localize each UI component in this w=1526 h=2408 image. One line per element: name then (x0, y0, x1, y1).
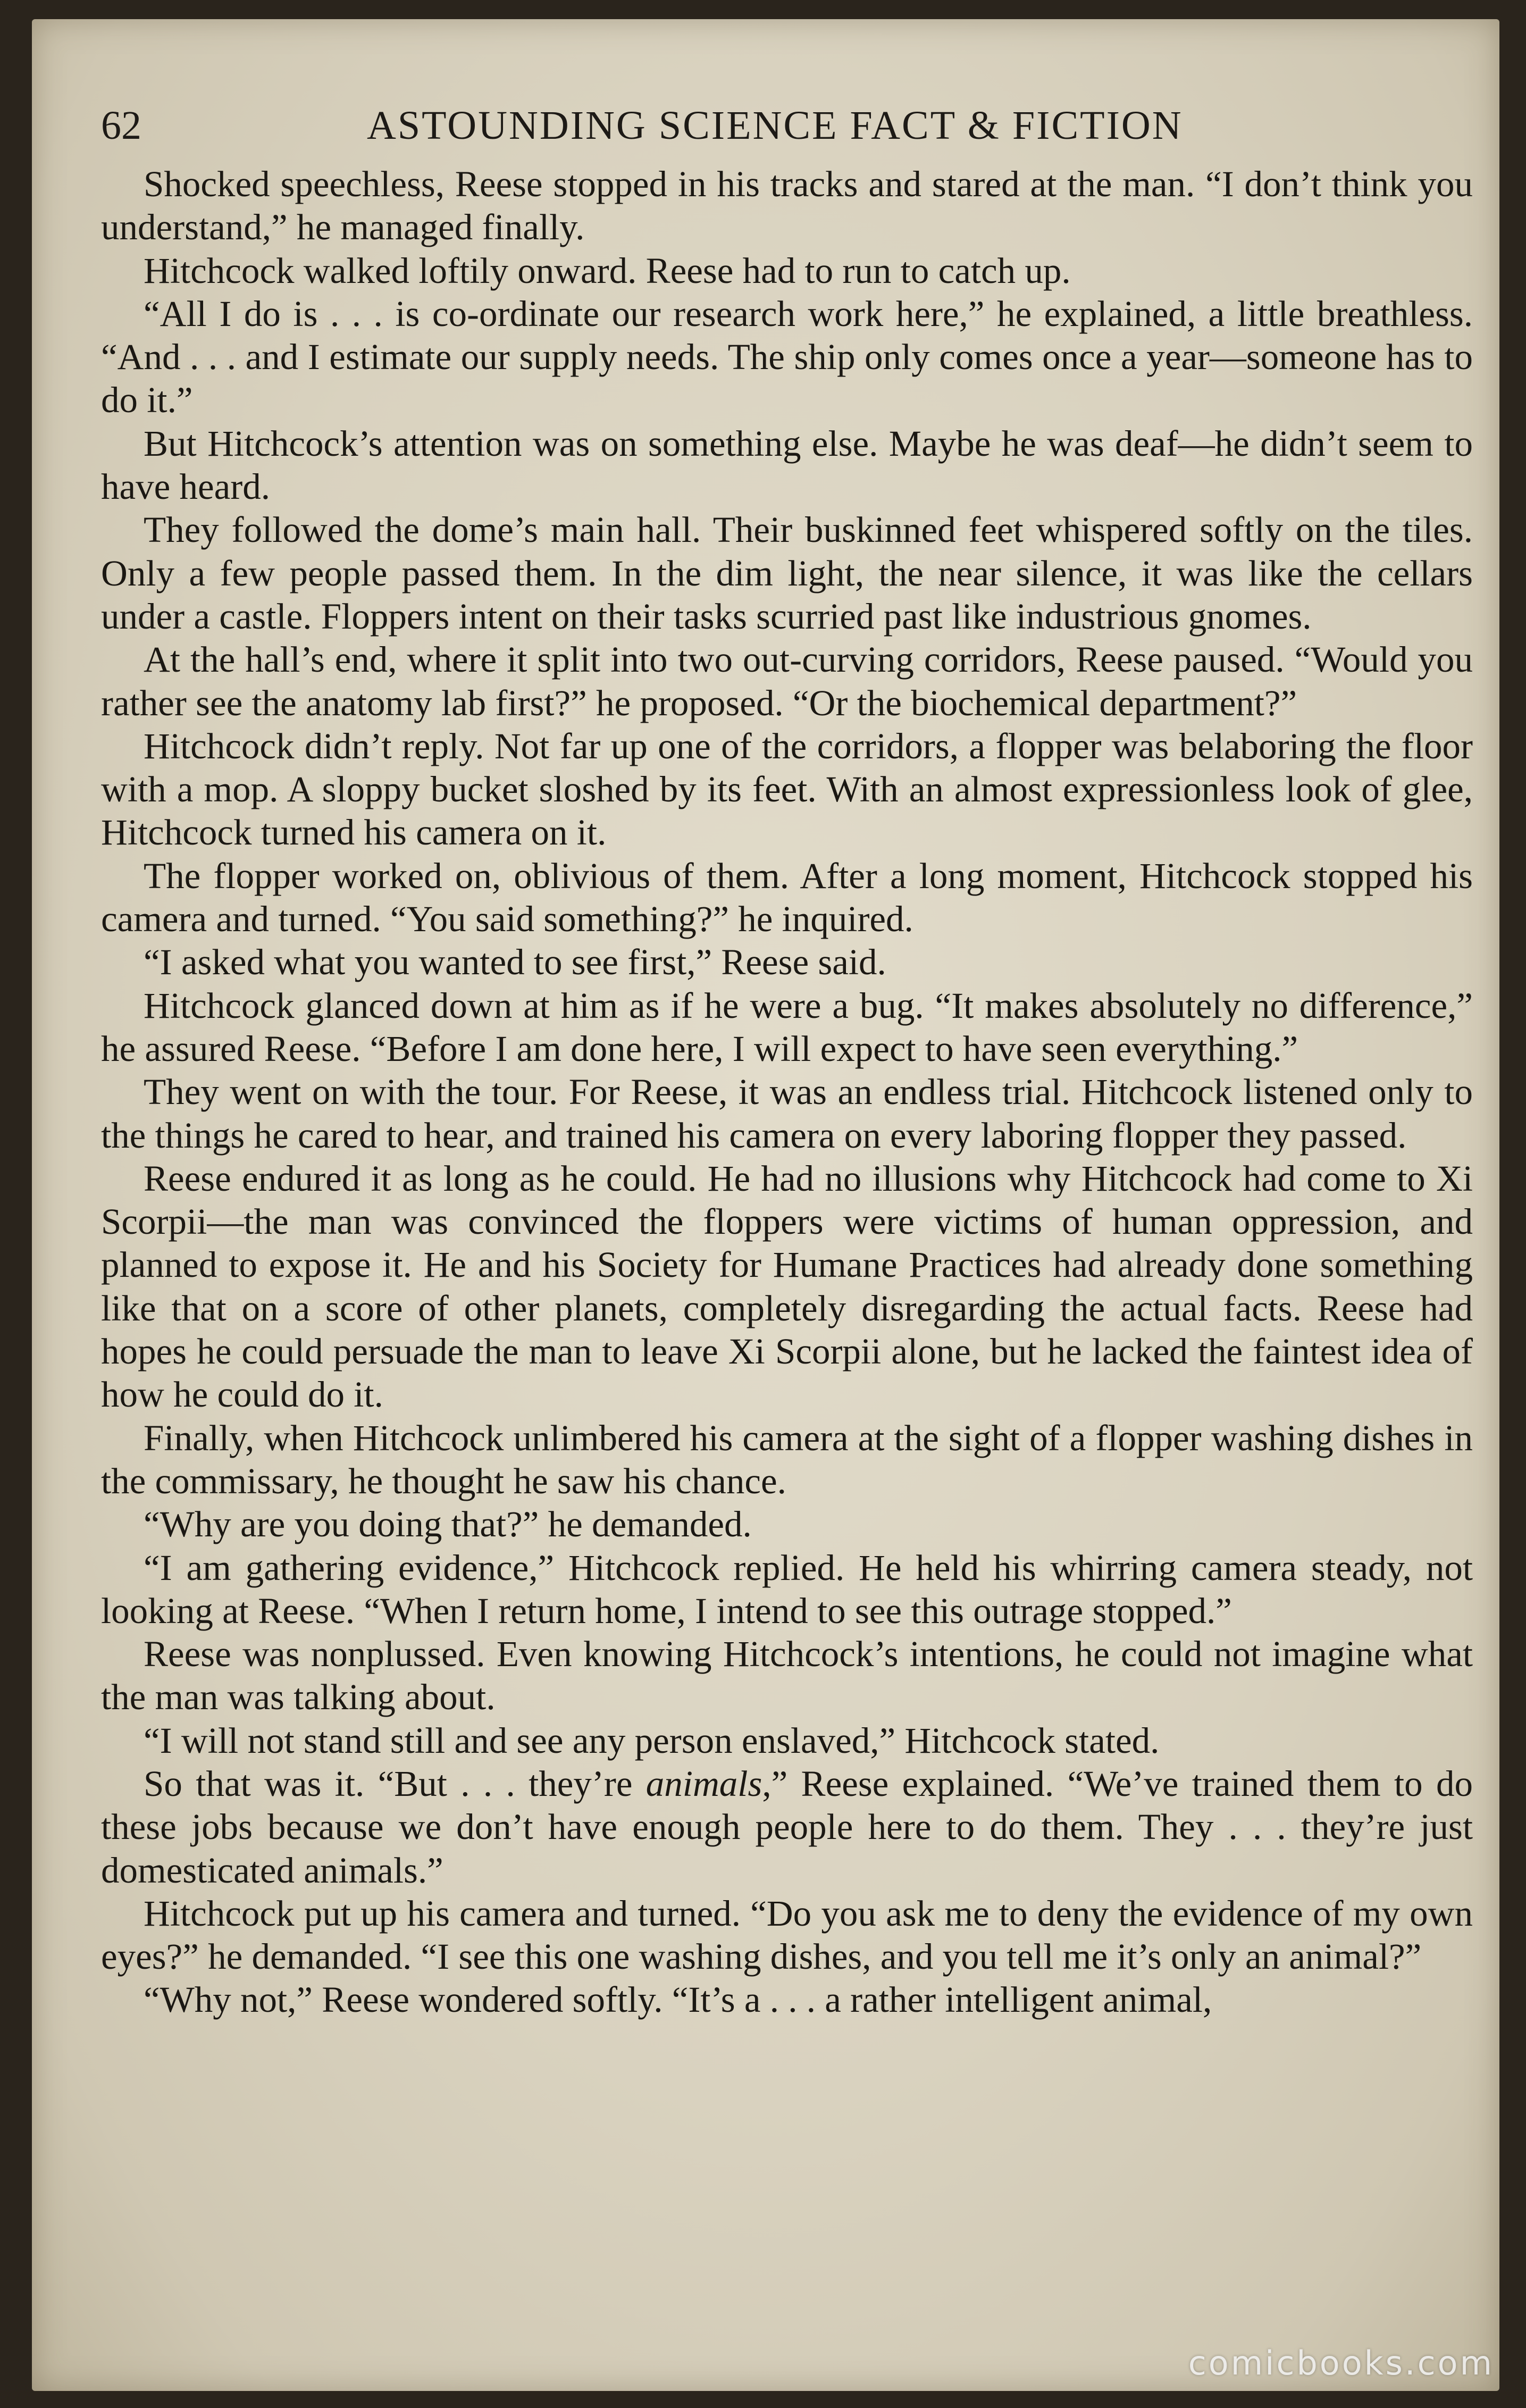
running-title: ASTOUNDING SCIENCE FACT & FICTION (367, 103, 1183, 148)
page-header (101, 99, 1473, 157)
paragraph: Shocked speechless, Reese stopped in his tracks and stared at the man. “I don’t think you understand,” he managed finally. (101, 164, 1473, 248)
story-text (101, 163, 1473, 2022)
paragraph: “Why are you doing that?” he demanded. (144, 1504, 752, 1545)
paragraph: “Why not,” Reese wondered softly. “It’s a . . . a rather intelligent animal, (144, 1979, 1212, 2020)
paragraph: At the hall’s end, where it split into two out-curving corridors, Reese paused. “Would you rather see the anatomy lab first?” he proposed. “Or the biochemical department?” (101, 639, 1473, 723)
paragraph: Finally, when Hitchcock unlimbered his camera at the sight of a flopper washing dishes in the commissary, he thought he saw his chance. (101, 1417, 1473, 1501)
book-page (32, 19, 1499, 2391)
paragraph: “All I do is . . . is co-ordinate our research work here,” he explained, a little breathless. “And . . . and I estimate our supply needs. The ship only comes once a year—someone has to do it.” (101, 293, 1473, 421)
paragraph: Hitchcock glanced down at him as if he were a bug. “It makes absolutely no difference,” he assured Reese. “Before I am done here, I will expect to have seen everything.” (101, 985, 1473, 1069)
watermark: comicbooks.com (1188, 2344, 1494, 2382)
paragraph: Hitchcock walked loftily onward. Reese had to run to catch up. (144, 250, 1071, 291)
paragraph: “I will not stand still and see any person enslaved,” Hitchcock stated. (144, 1720, 1160, 1761)
paragraph: The flopper worked on, oblivious of them. After a long moment, Hitchcock stopped his camera and turned. “You said something?” he inquired. (101, 855, 1473, 940)
paragraph: “I asked what you wanted to see first,” Reese said. (144, 942, 886, 983)
paragraph: But Hitchcock’s attention was on something else. Maybe he was deaf—he didn’t seem to have heard. (101, 423, 1473, 507)
paragraph-with-emphasis (101, 1762, 1473, 1892)
paragraph-text-before: So that was it. “But . . . they’re (144, 1763, 646, 1804)
paragraph: “I am gathering evidence,” Hitchcock replied. He held his whirring camera steady, not looking at Reese. “When I return home, I intend to see this outrage stopped.” (101, 1547, 1473, 1631)
paragraph: Hitchcock didn’t reply. Not far up one of the corridors, a flopper was belaboring the floor with a mop. A sloppy bucket sloshed by its feet. With an almost expressionless look of glee, Hitchcock turned his camera on it. (101, 725, 1473, 853)
paragraph: Reese endured it as long as he could. He had no illusions why Hitchcock had come to Xi Scorpii—the man was convinced the floppers were victims of human oppression, and planned to expose it. He and his Society for Humane Practices had already done something like that on a score of other planets, completely disregarding the actual facts. Reese had hopes he could persuade the man to leave Xi Scorpii alone, but he lacked the faintest idea of how he could do it. (101, 1158, 1473, 1415)
paragraph-text-after: ,” Reese explained. “We’ve trained them to do these jobs because we don’t have enough people here to do them. They . . . they’re just domesticated animals.” (101, 1763, 1473, 1891)
paragraph: They followed the dome’s main hall. Their buskinned feet whispered softly on the tiles. Only a few people passed them. In the dim light, the near silence, it was like the cellars under a castle. Floppers intent on their tasks scurried past like industrious gnomes. (101, 509, 1473, 637)
emphasized-word: animals (645, 1763, 762, 1804)
paragraph: They went on with the tour. For Reese, it was an endless trial. Hitchcock listened only to the things he cared to hear, and trained his camera on every laboring flopper they passed. (101, 1072, 1473, 1156)
paragraph: Reese was nonplussed. Even knowing Hitchcock’s intentions, he could not imagine what the man was talking about. (101, 1634, 1473, 1718)
page-number: 62 (101, 103, 141, 148)
paragraph: Hitchcock put up his camera and turned. “Do you ask me to deny the evidence of my own eyes?” he demanded. “I see this one washing dishes, and you tell me it’s only an animal?” (101, 1893, 1473, 1977)
